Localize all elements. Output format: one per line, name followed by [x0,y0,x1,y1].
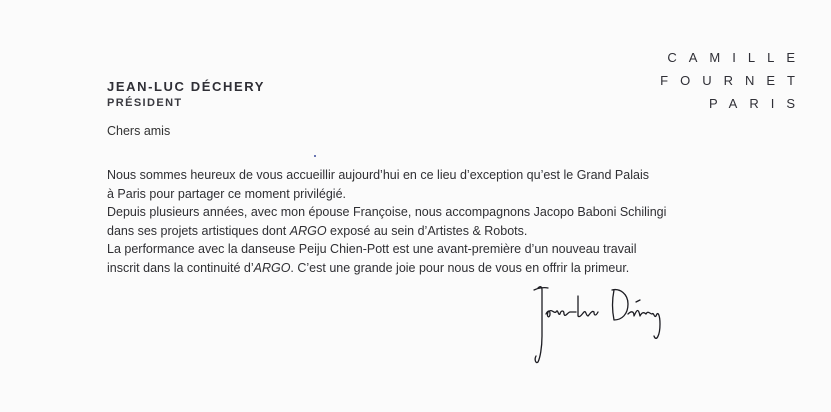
body-line: Depuis plusieurs années, avec mon épouse Françoise, nous accompagnons Jacopo Baboni Schilingi [107,205,667,220]
body-line [107,222,707,241]
text-run: exposé au sein d’Artistes & Robots. [326,223,528,238]
logo-line-3: PARIS [708,96,807,111]
author-title: PRÉSIDENT [107,97,183,109]
logo-line-1: CAMILLE [667,50,807,65]
author-name: JEAN-LUC DÉCHERY [107,79,266,94]
body-line: à Paris pour partager ce moment privilégié. [107,186,347,201]
ink-dot [314,155,316,157]
body-line [107,259,707,278]
work-title: ARGO [253,260,291,275]
text-run: . C’est une grande joie pour nous de vous en offrir la primeur. [290,260,630,275]
work-title: ARGO [289,223,327,238]
letter-body [107,166,707,278]
body-line: Nous sommes heureux de vous accueillir aujourd’hui en ce lieu d’exception qu’est le Grand Palais [107,168,649,182]
text-run: dans ses projets artistiques dont [107,223,290,238]
handwritten-signature [528,276,668,366]
brand-logo [660,46,807,115]
body-line: La performance avec la danseuse Peiju Chien-Pott est une avant-première d’un nouveau travail [107,242,637,257]
logo-line-2: FOURNET [660,73,807,88]
greeting: Chers amis [107,124,171,138]
text-run: inscrit dans la continuité d’ [107,260,254,275]
